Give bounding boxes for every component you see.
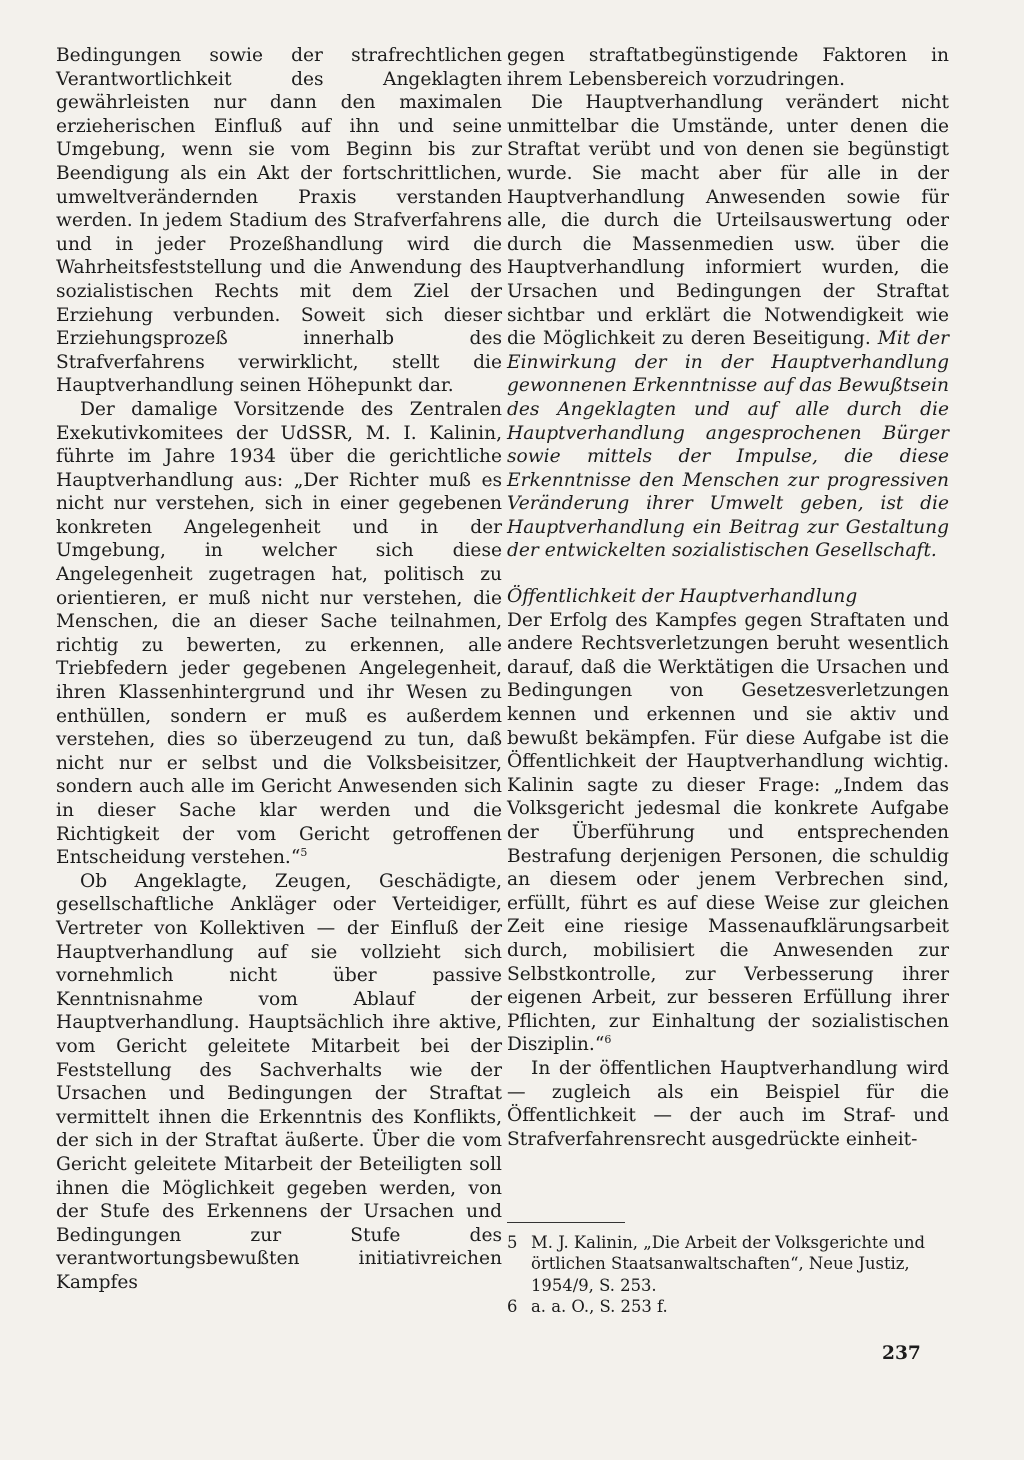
paragraph: In der öffentlichen Hauptverhandlung wird — zugleich als ein Beispiel für die Öffentlichkeit — der auch im Straf- und Strafverfahrensrecht ausgedrückte einheit- <box>507 1057 949 1150</box>
footnotes <box>507 1232 949 1318</box>
paragraph <box>56 398 502 870</box>
page-number: 237 <box>882 1343 921 1364</box>
footnote-number: 6 <box>507 1297 518 1317</box>
footnote-divider <box>507 1222 625 1223</box>
footnote-number: 5 <box>507 1233 518 1252</box>
paragraph: Ob Angeklagte, Zeugen, Geschädigte, gesellschaftliche Ankläger oder Verteidiger, Vertreter von Kollektiven — der Einfluß der Hauptverhandlung auf sie vollzieht sich vornehmlich nicht über passive Kenntnisnahme vom Ablauf der Hauptverhandlung. Hauptsächlich ihre aktive, vom Gericht geleitete Mitarbeit bei der Feststellung des Sachverhalts wie der Ursachen und Bedingungen der Straftat vermittelt ihnen die Erkenntnis des Konflikts, der sich in der Straftat äußerte. Über die vom Gericht geleitete Mitarbeit der Beteiligten soll ihnen die Möglichkeit gegeben werden, von der Stufe des Erkennens der Ursachen und Bedingungen zur Stufe des verantwortungsbewußten initiativreichen Kampfes <box>56 870 502 1293</box>
paragraph-text: Der damalige Vorsitzende des Zentralen Exekutivkomitees der UdSSR, M. I. Kalinin, führte im Jahre 1934 über die gerichtliche Hauptverhandlung aus: „Der Richter muß es nicht nur verstehen, sich in einer gegebenen konkreten Angelegenheit und in der Umgebung, in welcher sich diese Angelegenheit zugetragen hat, politisch zu orientieren, er muß nicht nur verstehen, die Menschen, die an dieser Sache teilnahmen, richtig zu bewerten, zu erkennen, alle Triebfedern jeder gegebenen Angelegenheit, ihren Klassenhintergrund und ihr Wesen zu enthüllen, sondern er muß es außerdem verstehen, dies so überzeugend zu tun, daß nicht nur er selbst und die Volksbeisitzer, sondern auch alle im Gericht Anwesenden sich in dieser Sache klar werden und die Richtigkeit der vom Gericht getroffenen Entscheidung verstehen.“ <box>56 398 502 869</box>
paragraph-text: Der Erfolg des Kampfes gegen Straftaten und andere Rechtsverletzungen beruht wesentlich darauf, daß die Werktätigen die Ursachen und Bedingungen von Gesetzesverletzungen kennen und erkennen und sie aktiv und bewußt bekämpfen. Für diese Aufgabe ist die Öffentlichkeit der Hauptverhandlung wichtig. Kalinin sagte zu dieser Frage: „Indem das Volksgericht jedesmal die konkrete Aufgabe der Überführung und entsprechenden Bestrafung derjenigen Personen, die schuldig an diesem oder jenem Verbrechen sind, erfüllt, führt es auf diese Weise zur gleichen Zeit eine riesige Massenaufklärungsarbeit durch, mobilisiert die Anwesenden zur Selbstkontrolle, zur Verbesserung ihrer eigenen Arbeit, zur besseren Erfüllung ihrer Pflichten, zur Einhaltung der sozialistischen Disziplin.“ <box>507 609 949 1056</box>
section-heading: Öffentlichkeit der Hauptverhandlung <box>507 586 858 608</box>
paragraph <box>507 609 949 1057</box>
paragraph <box>507 91 949 563</box>
left-column <box>56 44 502 1294</box>
paragraph: Bedingungen sowie der strafrechtlichen Verantwortlichkeit des Angeklagten gewährleisten nur dann den maximalen erzieherischen Einfluß auf ihn und seine Umgebung, wenn sie vom Beginn bis zur Beendigung als ein Akt der fortschrittlichen, umweltverändernden Praxis verstanden werden. In jedem Stadium des Strafverfahrens und in jeder Prozeßhandlung wird die Wahrheitsfeststellung und die Anwendung des sozialistischen Rechts mit dem Ziel der Erziehung verbunden. Soweit sich dieser Erziehungsprozeß innerhalb des Strafverfahrens verwirklicht, stellt die Hauptverhandlung seinen Höhepunkt dar. <box>56 45 502 397</box>
footnote <box>507 1296 949 1317</box>
footnote-text: M. J. Kalinin, „Die Arbeit der Volksgerichte und örtlichen Staatsanwaltschaften“, Neue Justiz, 1954/9, S. 253. <box>531 1233 926 1295</box>
footnote-text: a. a. O., S. 253 f. <box>531 1297 668 1317</box>
paragraph-text: Die Hauptverhandlung verändert nicht unmittelbar die Umstände, unter denen die Straftat verübt und von denen sie begünstigt wurde. Sie macht aber für alle in der Hauptverhandlung Anwesenden sowie für alle, die durch die Urteilsauswertung oder durch die Massenmedien usw. über die Hauptverhandlung informiert wurden, die Ursachen und Bedingungen der Straftat sichtbar und erklärt die Notwendigkeit wie die Möglichkeit zu deren Beseitigung. <box>507 92 949 350</box>
emphasized-text: Mit der Einwirkung der in der Hauptverhandlung gewonnenen Erkenntnisse auf das Bewußtsein des Angeklagten und auf alle durch die Hauptverhandlung angesprochenen Bürger sowie mittels der Impulse, die diese Erkenntnisse den Menschen zur progressiven Veränderung ihrer Umwelt geben, ist die Hauptverhandlung ein Beitrag zur Gestaltung der entwickelten sozialistischen Gesellschaft. <box>507 328 949 562</box>
footnote-reference: 5 <box>300 846 308 859</box>
footnote-reference: 6 <box>604 1033 612 1047</box>
right-column <box>507 44 949 1151</box>
paragraph: gegen straftatbegünstigende Faktoren in ihrem Lebensbereich vorzudringen. <box>507 45 949 90</box>
footnote <box>507 1232 949 1296</box>
